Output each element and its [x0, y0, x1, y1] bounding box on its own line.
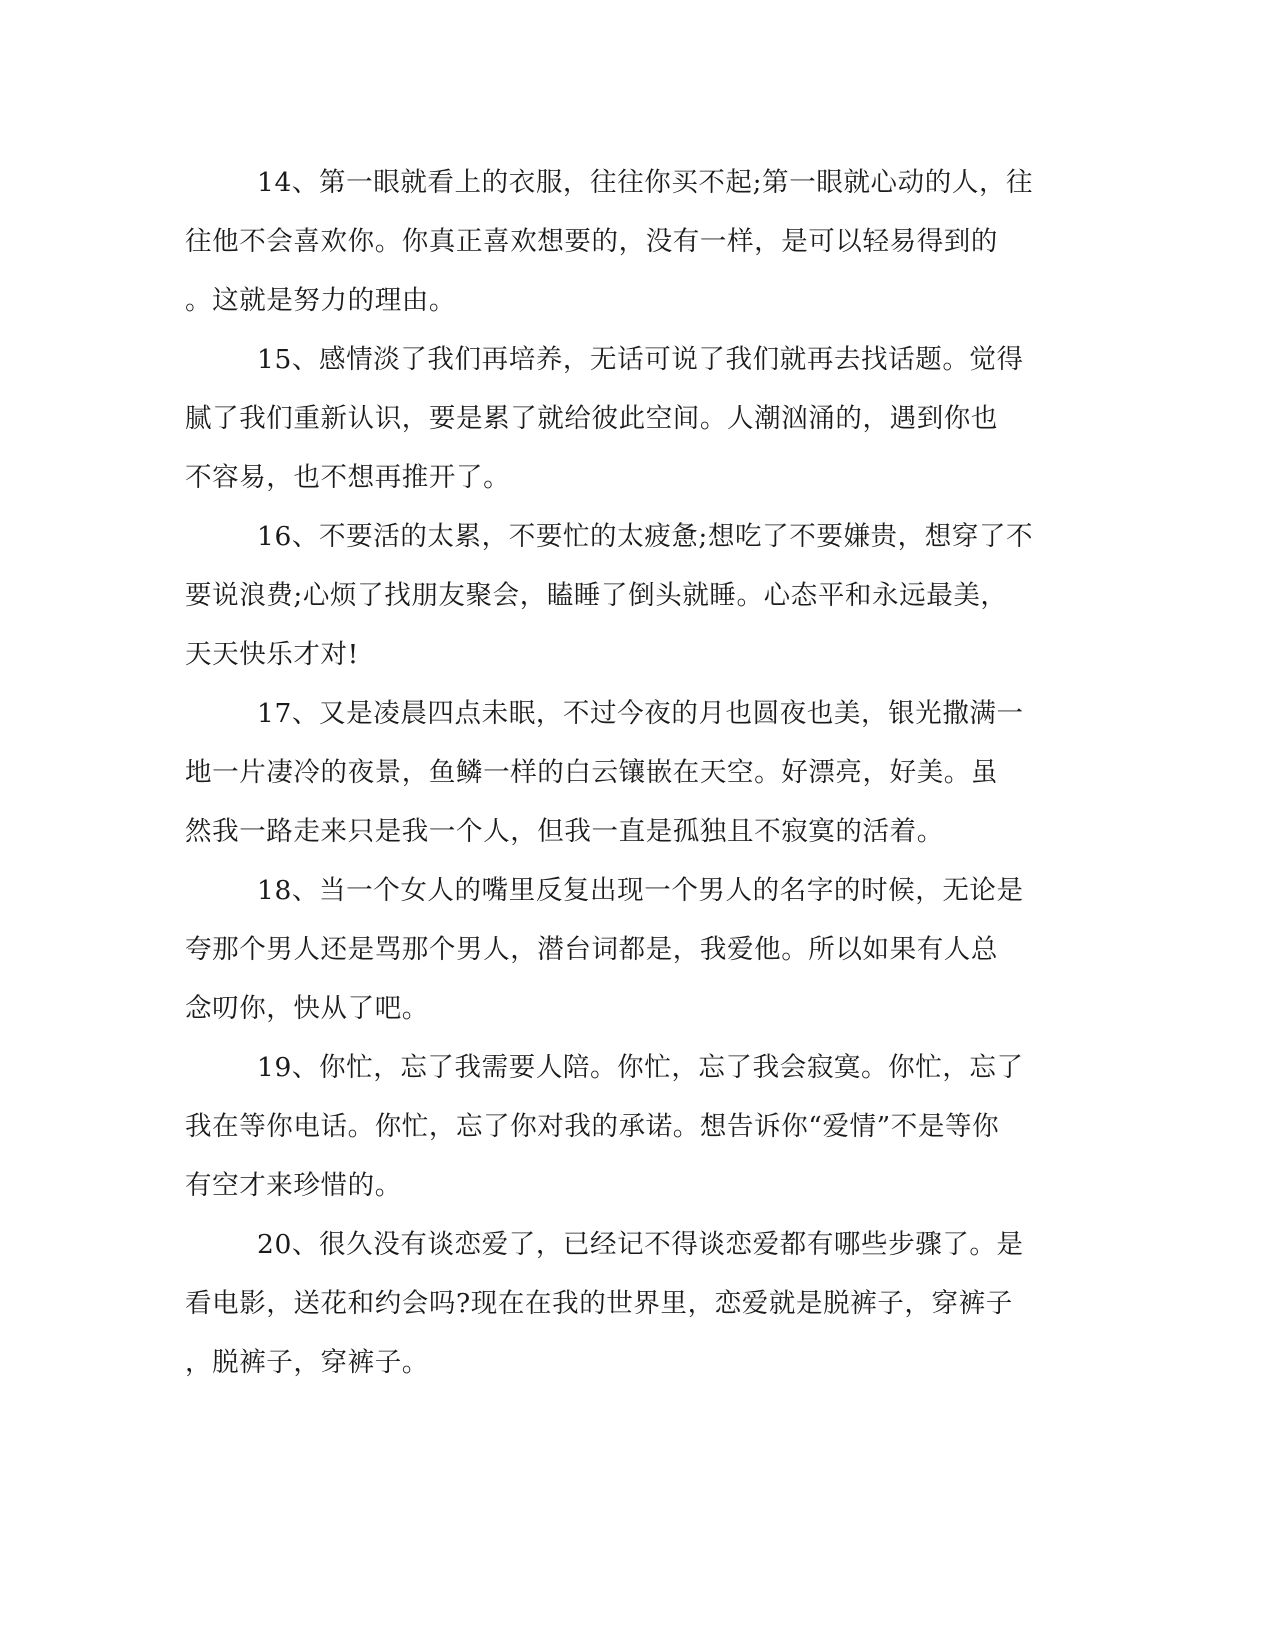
text-line: 有空才来珍惜的。	[185, 1170, 402, 1201]
text-line: 我在等你电话。你忙，忘了你对我的承诺。想告诉你“爱情”不是等你	[185, 1111, 1000, 1142]
text-line: 15、感情淡了我们再培养，无话可说了我们就再去找话题。觉得	[257, 344, 1024, 375]
text-line: 往他不会喜欢你。你真正喜欢想要的，没有一样，是可以轻易得到的	[185, 226, 998, 257]
text-line: 看电影，送花和约会吗?现在在我的世界里，恋爱就是脱裤子，穿裤子	[185, 1288, 1013, 1319]
paragraph-20	[185, 1222, 1085, 1399]
paragraph-16	[185, 514, 1085, 691]
text-line: 腻了我们重新认识，要是累了就给彼此空间。人潮汹涌的，遇到你也	[185, 403, 998, 434]
text-line: 。这就是努力的理由。	[185, 285, 456, 316]
text-line: 然我一路走来只是我一个人，但我一直是孤独且不寂寞的活着。	[185, 816, 944, 847]
document-body	[185, 160, 1085, 1399]
text-line: 19、你忙，忘了我需要人陪。你忙，忘了我会寂寞。你忙，忘了	[257, 1052, 1024, 1083]
text-line: 17、又是凌晨四点未眠，不过今夜的月也圆夜也美，银光撒满一	[257, 698, 1024, 729]
paragraph-14	[185, 160, 1085, 337]
text-line: 要说浪费;心烦了找朋友聚会，瞌睡了倒头就睡。心态平和永远最美，	[185, 580, 1008, 611]
text-line: 14、第一眼就看上的衣服，往往你买不起;第一眼就心动的人，往	[257, 167, 1034, 198]
paragraph-18	[185, 868, 1085, 1045]
text-line: 18、当一个女人的嘴里反复出现一个男人的名字的时候，无论是	[257, 875, 1024, 906]
text-line: 地一片凄冷的夜景，鱼鳞一样的白云镶嵌在天空。好漂亮，好美。虽	[185, 757, 998, 788]
paragraph-15	[185, 337, 1085, 514]
text-line: 不容易，也不想再推开了。	[185, 462, 511, 493]
text-line: 16、不要活的太累，不要忙的太疲惫;想吃了不要嫌贵，想穿了不	[257, 521, 1034, 552]
paragraph-19	[185, 1045, 1085, 1222]
text-line: ，脱裤子，穿裤子。	[185, 1347, 429, 1378]
text-line: 念叨你，快从了吧。	[185, 993, 429, 1024]
text-line: 夸那个男人还是骂那个男人，潜台词都是，我爱他。所以如果有人总	[185, 934, 998, 965]
paragraph-17	[185, 691, 1085, 868]
text-line: 天天快乐才对!	[185, 639, 359, 670]
text-line: 20、很久没有谈恋爱了，已经记不得谈恋爱都有哪些步骤了。是	[257, 1229, 1024, 1260]
